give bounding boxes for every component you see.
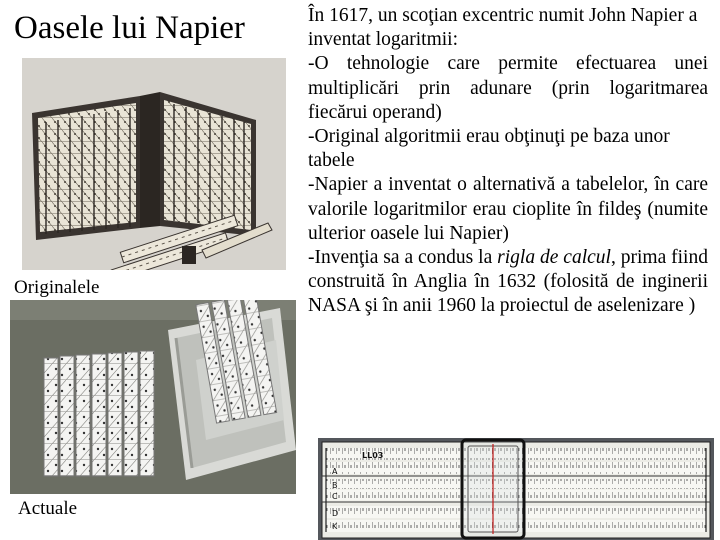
point-slide-rule [308,246,708,319]
original-bones-photo [22,58,286,270]
caption-original: Originalele [14,277,100,298]
scale-letter-b: B [332,481,338,490]
point-tables: -Original algoritmii erau obţinuţi pe baza unor tabele [308,126,670,172]
modern-bones-photo [10,300,296,494]
point-slide-rule-end: , prima fiind construită în Anglia în 1632 (folosită de inginerii NASA şi în anii 1960 la proiectul de aselenizare ) [308,247,708,317]
slide-title: Oasele lui Napier [14,10,245,46]
scale-letter-k: K [332,522,338,531]
slide-rule-photo [318,438,714,540]
slide-rule-brand: LL03 [362,451,384,460]
scale-letter-c: C [332,492,338,501]
scale-letter-a: A [332,467,338,476]
body-text [308,4,708,319]
point-slide-rule-start: -Invenţia sa a condus la [308,247,498,269]
scale-letter-d: D [332,509,339,518]
caption-modern: Actuale [18,498,78,519]
point-ivory-bones: -Napier a inventat o alternativă a tabelelor, în care valorile logaritmilor erau cioplite în fildeş (numite ulterior oasele lui Napier) [308,174,708,244]
slide-rule-term: rigla de calcul [497,247,611,269]
intro-paragraph: În 1617, un scoţian excentric numit John Napier a inventat logaritmii: [308,5,698,51]
point-multiplication: -O tehnologie care permite efectuarea unei multiplicări prin adunare (prin logaritmarea fiecărui operand) [308,53,708,123]
